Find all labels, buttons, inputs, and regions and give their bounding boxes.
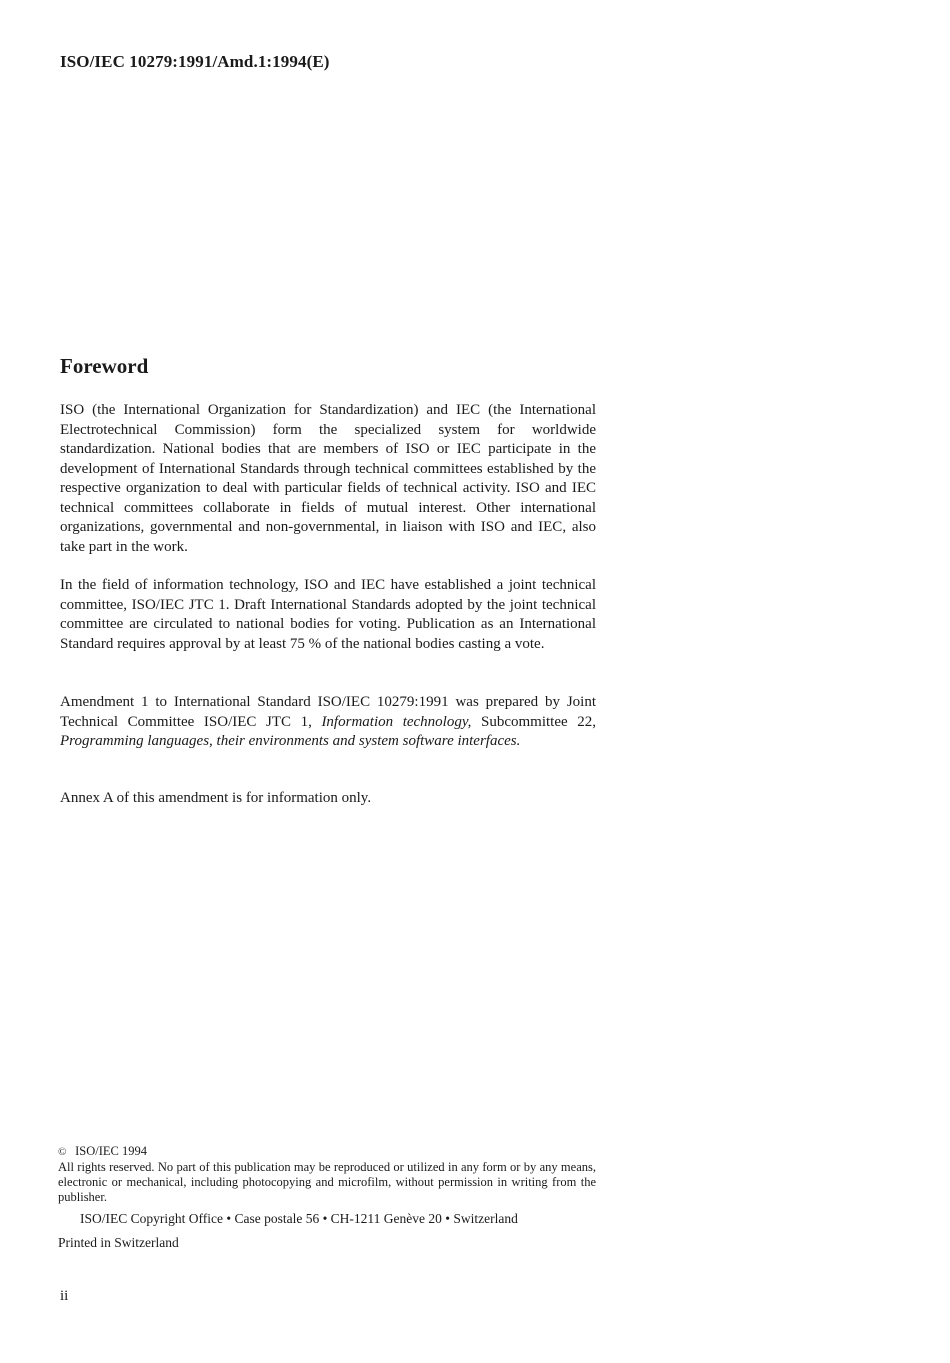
page-number: ii	[60, 1288, 69, 1304]
copyright-holder: ISO/IEC 1994	[75, 1144, 147, 1158]
foreword-paragraph-4: Annex A of this amendment is for information only.	[60, 790, 372, 806]
document-identifier: ISO/IEC 10279:1991/Amd.1:1994(E)	[60, 52, 330, 71]
printed-in-statement: Printed in Switzerland	[58, 1235, 179, 1250]
copyright-office-address: ISO/IEC Copyright Office • Case postale 56 • CH-1211 Genève 20 • Switzerland	[80, 1211, 518, 1226]
committee-name-italic: Information technology,	[321, 713, 472, 730]
copyright-line	[58, 1144, 596, 1160]
paragraph-3-text-a: Amendment 1 to International Standard ISO/IEC 10279:1991 was prepared by Joint Technical Committee ISO/IEC JTC 1,	[60, 694, 596, 730]
rights-statement: All rights reserved. No part of this publication may be reproduced or utilized in any form or by any means, electronic or mechanical, including photocopying and microfilm, without permission in writing from the publisher.	[58, 1160, 596, 1204]
foreword-paragraph-2: In the field of information technology, ISO and IEC have established a joint technical committee, ISO/IEC JTC 1. Draft International Standards adopted by the joint technical committee are circulated to national bodies for voting. Publication as an International Standard requires approval by at least 75 % of the national bodies casting a vote.	[60, 577, 596, 652]
copyright-notice	[58, 1144, 596, 1205]
copyright-icon: ©	[58, 1146, 67, 1158]
subcommittee-name-italic: Programming languages, their environments and system software interfaces.	[60, 733, 521, 749]
foreword-paragraph-1: ISO (the International Organization for Standardization) and IEC (the International Electrotechnical Commission) form the specialized system for worldwide standardization. National bodies that are members of ISO or IEC participate in the development of International Standards through technical committees established by the respective organization to deal with particular fields of technical activity. ISO and IEC technical committees collaborate in fields of mutual interest. Other international organizations, governmental and non-governmental, in liaison with ISO and IEC, also take part in the work.	[60, 402, 596, 555]
foreword-heading: Foreword	[60, 354, 149, 378]
paragraph-3-text-b: Subcommittee 22,	[471, 713, 596, 730]
foreword-paragraph-3	[60, 693, 596, 752]
